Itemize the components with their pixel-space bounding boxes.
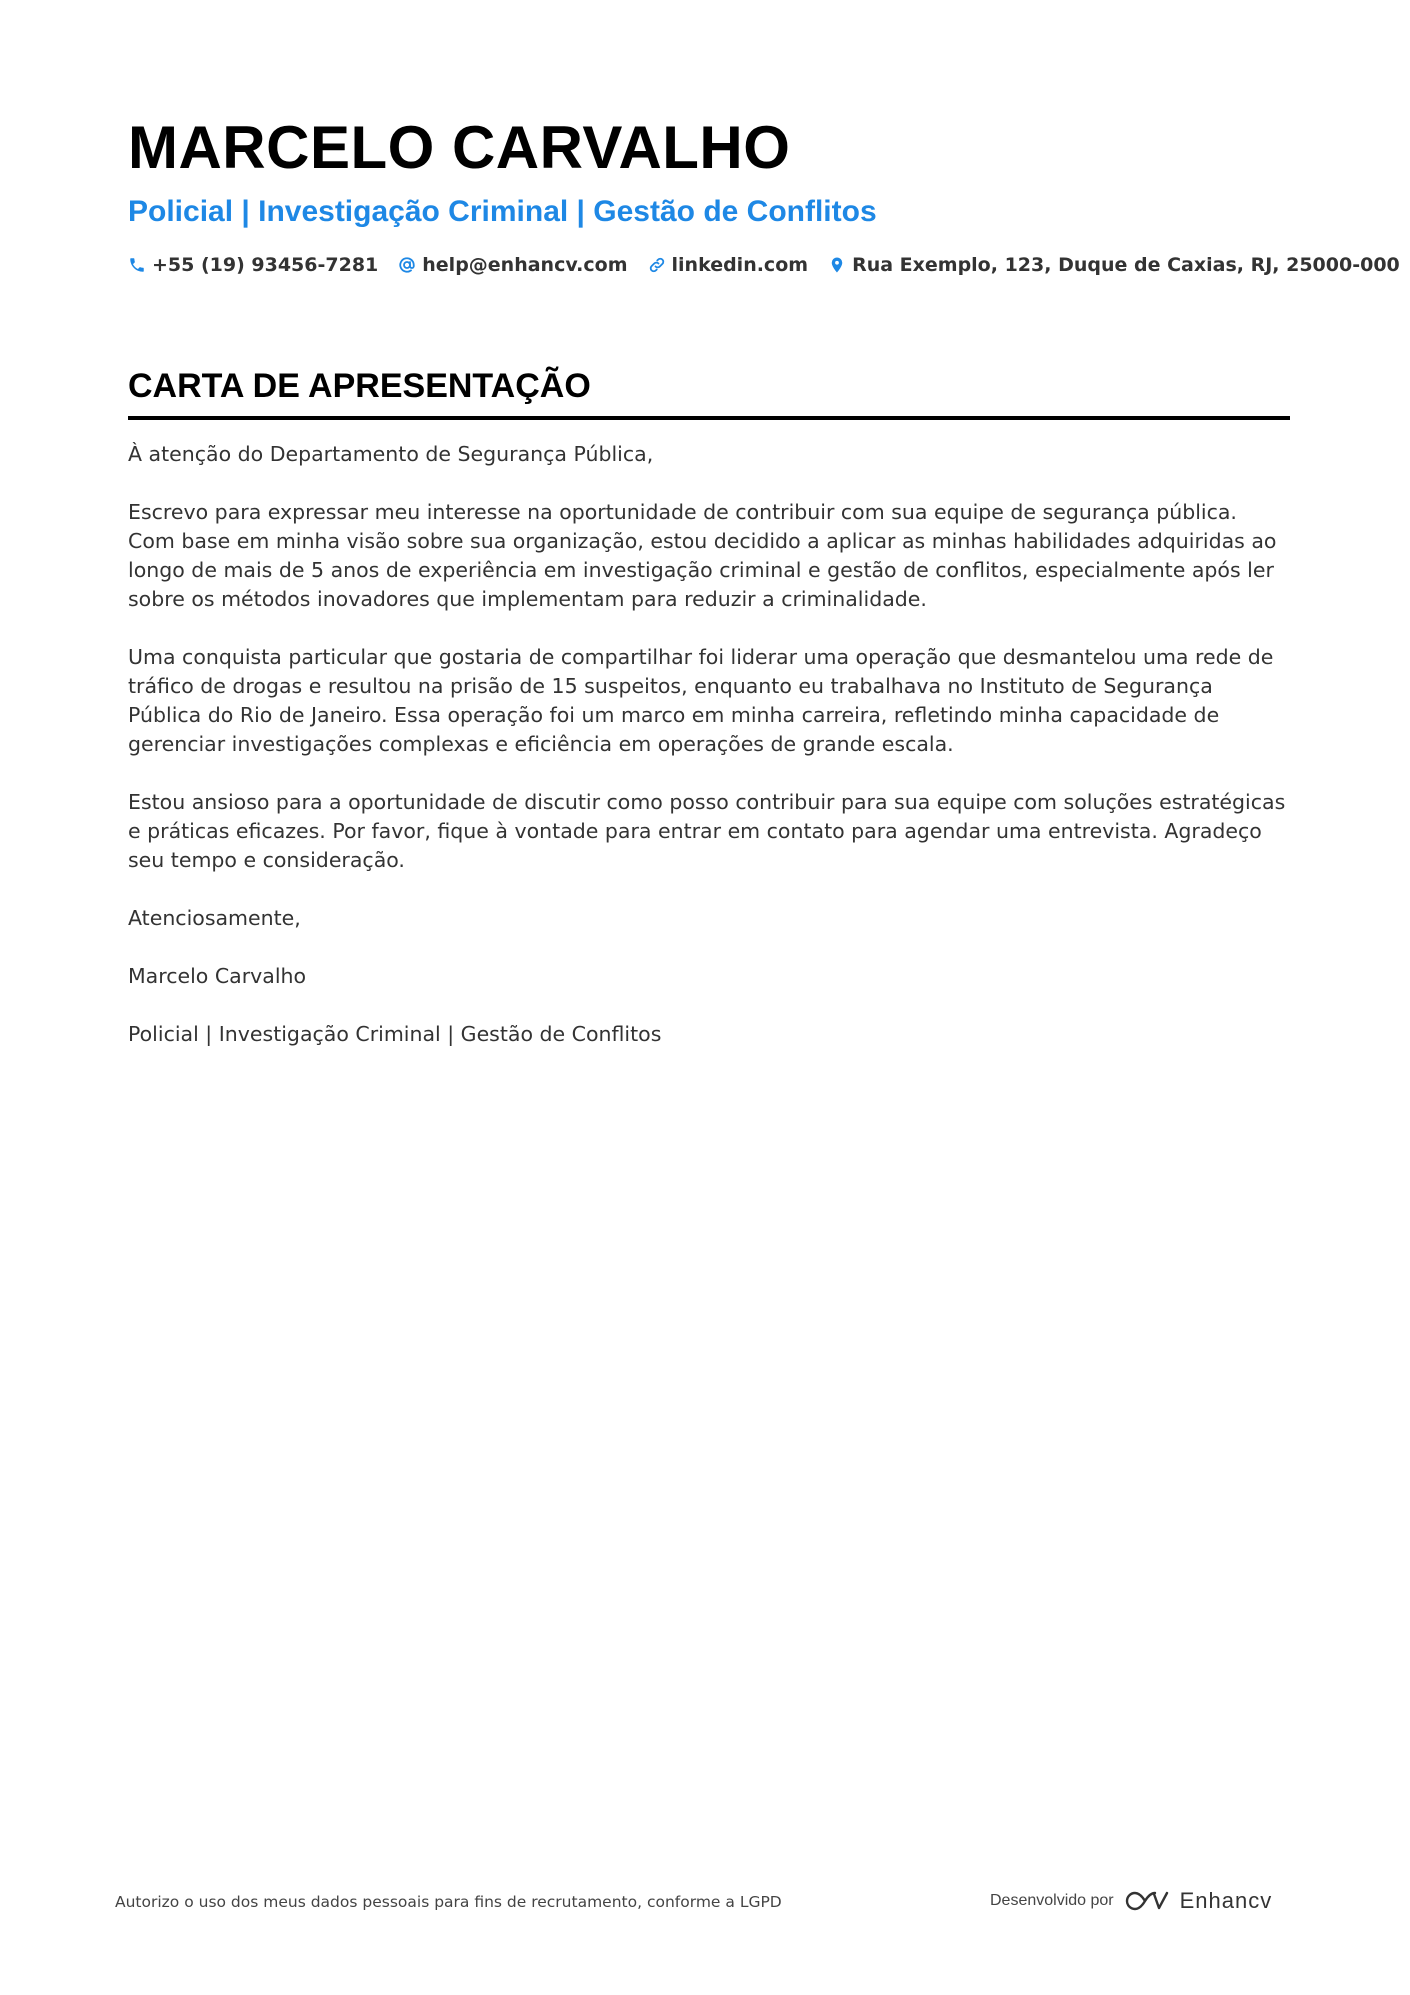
letter-closing: Atenciosamente, xyxy=(128,906,301,930)
powered-by-label: Desenvolvido por xyxy=(990,1892,1114,1909)
phone-text: +55 (19) 93456-7281 xyxy=(152,254,379,276)
header xyxy=(128,108,1400,276)
section-title: CARTA DE APRESENTAÇÃO xyxy=(128,367,591,405)
contact-phone[interactable] xyxy=(128,254,378,276)
powered-by[interactable] xyxy=(990,1888,1272,1914)
letter-paragraph: Uma conquista particular que gostaria de compartilhar foi liderar uma operação que desmantelou uma rede de tráfico de drogas e resultou na prisão de 15 suspeitos, enquanto eu trabalhava no Instituto de Segurança Pública do Rio de Janeiro. Essa operação foi um marco em minha carreira, refletindo minha capacidade de gerenciar investigações complexas e eficiência em operações de grande escala. xyxy=(128,645,1274,756)
section-header xyxy=(128,360,1290,420)
link-icon xyxy=(648,256,666,274)
phone-icon xyxy=(128,256,146,274)
address-text: Rua Exemplo, 123, Duque de Caxias, RJ, 25000-000 xyxy=(852,254,1400,276)
letter-paragraph: Estou ansioso para a oportunidade de discutir como posso contribuir para sua equipe com soluções estratégicas e práticas eficazes. Por favor, fique à vontade para entrar em contato para agendar uma entrevista. Agradeço seu tempo e consideração. xyxy=(128,790,1286,872)
email-text: help@enhancv.com xyxy=(422,254,628,276)
candidate-name: MARCELO CARVALHO xyxy=(128,114,791,181)
contact-address xyxy=(828,254,1400,276)
contact-email[interactable] xyxy=(398,254,627,276)
candidate-title: Policial | Investigação Criminal | Gestão de Conflitos xyxy=(128,195,877,228)
consent-note: Autorizo o uso dos meus dados pessoais para fins de recrutamento, conforme a LGPD xyxy=(115,1893,782,1911)
letter-paragraph: Escrevo para expressar meu interesse na oportunidade de contribuir com sua equipe de segurança pública. Com base em minha visão sobre sua organização, estou decidido a aplicar as minhas habilidades adquiridas ao longo de mais de 5 anos de experiência em investigação criminal e gestão de conflitos, especialmente após ler sobre os métodos inovadores que implementam para reduzir a criminalidade. xyxy=(128,500,1277,611)
signature-name: Marcelo Carvalho xyxy=(128,964,307,988)
enhancv-logo-icon xyxy=(1124,1888,1170,1914)
linkedin-text: linkedin.com xyxy=(671,254,809,276)
contact-linkedin[interactable] xyxy=(648,254,809,276)
contact-bar xyxy=(128,254,1400,276)
brand-name: Enhancv xyxy=(1179,1888,1273,1913)
at-icon xyxy=(398,256,416,274)
location-pin-icon xyxy=(828,256,846,274)
section-divider xyxy=(128,416,1290,420)
letter-greeting: À atenção do Departamento de Segurança Pública, xyxy=(128,442,654,466)
signature-title: Policial | Investigação Criminal | Gestão de Conflitos xyxy=(128,1022,662,1046)
letter-body xyxy=(128,440,1288,1078)
